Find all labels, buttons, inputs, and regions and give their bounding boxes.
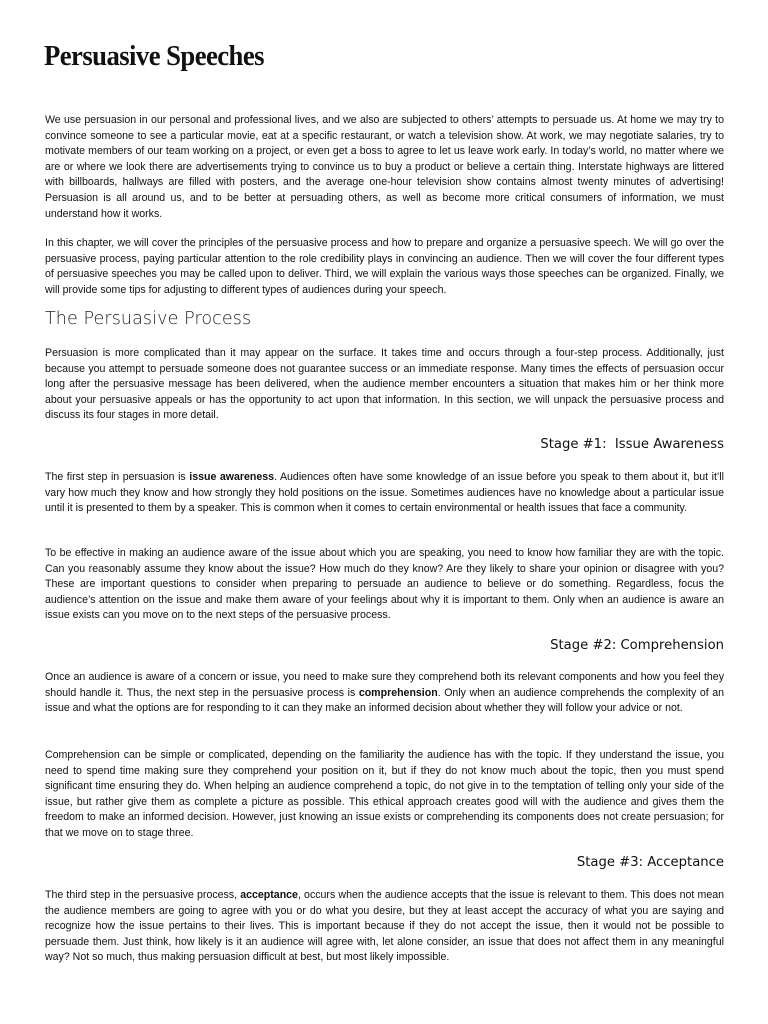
term-acceptance: acceptance (240, 889, 298, 901)
intro-paragraph-1: We use persuasion in our personal and professional lives, and we also are subjected to others’ attempts to persuade us. At home we may try to convince someone to see a particular movie, eat at a specific restaurant, or watch a television show. At work, we may negotiate salaries, try to motivate members of our team working on a project, or even get a boss to agree to let us leave work early. In today’s world, no matter where we are or where we look there are advertisements trying to convince us to buy a product or believe a certain thing. Interstate highways are littered with billboards, hallways are filled with posters, and the average one-hour television show contains almost twenty minutes of advertising! Persuasion is all around us, and to be better at persuading others, as well as become more critical consumers of information, we must understand how it works. (45, 114, 724, 220)
stage-2-paragraph-2: Comprehension can be simple or complicated, depending on the familiarity the audience has with the topic. If they understand the issue, you need to spend time making sure they comprehend your position on it, but if they do not know much about the topic, then you must spend significant time ensuring they do. When helping an audience comprehend a topic, do not give in to the temptation of telling only your side of the issue, but rather give them as complete a picture as possible. This ethical approach creates good will with the audience and gives them the freedom to make an informed decision. However, just knowing an issue exists or comprehending its components does not create persuasion; for that we move on to stage three. (45, 749, 724, 839)
stage-2-paragraph-1: Once an audience is aware of a concern or issue, you need to make sure they comprehend both its relevant components and how you feel they should handle it. Thus, the next step in the persuasive process is comprehension. Only when an audience comprehends the complexity of an issue and what the options are for responding to it can they make an informed decision about whether they will follow your advice or not. (45, 671, 724, 715)
stage-1-paragraph-2: To be effective in making an audience aware of the issue about which you are speaking, you need to know how familiar they are with the topic. Can you reasonably assume they know about the issue? How much do they know? Are they likely to share your opinion or disagree with you? These are important questions to consider when preparing to persuade an audience to believe or do something. Regardless, focus the audience’s attention on the issue and make them aware of your feelings about why it is important to them. Only when an audience is aware an issue exists can you move on to the next steps of the persuasive process. (45, 547, 724, 622)
stage-3-heading: Stage #3: Acceptance (576, 855, 724, 870)
page-title: Persuasive Speeches (44, 40, 264, 72)
stage-3-paragraph-1: The third step in the persuasive process, acceptance, occurs when the audience accepts that the issue is relevant to them. This does not mean the audience members are going to agree with you or do what you desire, but they at least accept the accuracy of what you are saying and recognize how the issue pertains to their lives. This is important because if they do not accept the issue, then it would not be possible to persuade them. Just think, how likely is it an audience will agree with, let alone consider, an issue that does not affect them in any meaningful way? Not so much, thus making persuasion difficult at best, but most likely impossible. (45, 889, 724, 964)
section-heading-persuasive-process: The Persuasive Process (45, 309, 252, 329)
stage-1-paragraph-1: The first step in persuasion is issue awareness. Audiences often have some knowledge of an issue before you speak to them about it, but it’ll vary how much they know and how strongly they hold positions on the issue. Sometimes audiences have no knowledge about a particular issue until it is presented to them by a speaker. This is common when it comes to certain environmental or health issues that face a community. (45, 471, 724, 515)
term-comprehension: comprehension (358, 686, 438, 699)
persuasive-process-paragraph: Persuasion is more complicated than it may appear on the surface. It takes time and occurs through a four-step process. Additionally, just because you attempt to persuade someone does not guarantee success or an immediate response. Many times the effects of persuasion occur long after the persuasive message has been delivered, when the audience member encounters a situation that makes him or her think more about your persuasive appeals or has the opportunity to act upon that information. In this section, we will unpack the persuasive process and discuss its four stages in more detail. (45, 347, 724, 422)
term-issue-awareness: issue awareness (189, 471, 275, 483)
intro-paragraph-2: In this chapter, we will cover the principles of the persuasive process and how to prepare and organize a persuasive speech. We will go over the persuasive process, paying particular attention to the role credibility plays in convincing an audience. Then we will cover the four different types of persuasive speeches you may be called upon to deliver. Third, we will explain the various ways those speeches can be organized. Finally, we will provide some tips for adjusting to different types of audiences during your speech. (45, 237, 724, 296)
stage-2-heading: Stage #2: Comprehension (550, 638, 724, 653)
stage-1-heading: Stage #1: Issue Awareness (540, 437, 724, 452)
